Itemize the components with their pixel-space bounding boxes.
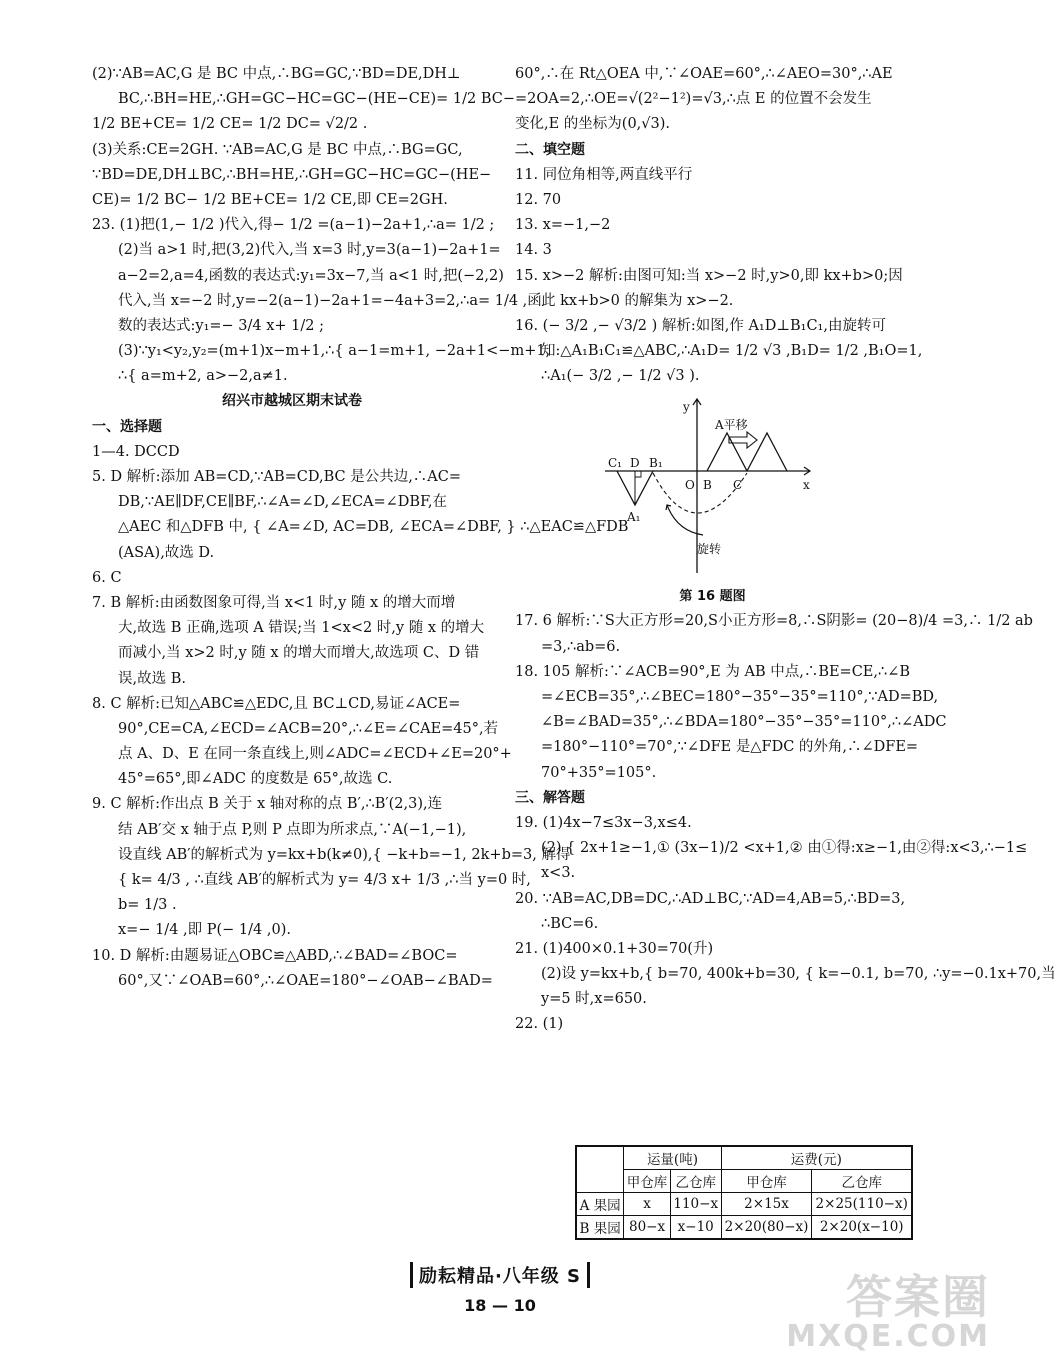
table-cell: x: [624, 1193, 671, 1216]
text-line: 60°,∴在 Rt△OEA 中,∵∠OAE=60°,∴∠AEO=30°,∴AE: [515, 66, 893, 82]
text-line: 7. B 解析:由函数图象可得,当 x<1 时,y 随 x 的增大而增: [92, 594, 456, 611]
text-line: 20. ∵AB=AC,DB=DC,∴AD⊥BC,∵AD=4,AB=5,∴BD=3,: [515, 890, 906, 907]
text-line: 23. (1)把(1,− 1/2 )代入,得− 1/2 =(a−1)−2a+1,∴a= 1/2 ;: [92, 217, 495, 234]
section-heading: 三、解答题: [515, 789, 585, 806]
text-line: ∴A₁(− 3/2 ,− 1/2 √3 ).: [541, 368, 700, 385]
table-cell: 80−x: [624, 1216, 671, 1240]
table-header-cell: 运量(吨): [624, 1146, 721, 1170]
table-cell: B 果园: [576, 1216, 624, 1240]
text-line: 知:△A₁B₁C₁≌△ABC,∴A₁D= 1/2 √3 ,B₁D= 1/2 ,B₁O=1,: [541, 343, 923, 360]
right-column: [515, 62, 1056, 1038]
text-line: ∠B=∠BAD=35°,∴∠BDA=180°−35°−35°=110°,∴∠ADC: [541, 714, 947, 731]
text-line: 16. (− 3/2 ,− √3/2 ) 解析:如图,作 A₁D⊥B₁C₁,由旋转可: [515, 317, 886, 334]
text-line: b= 1/3 .: [118, 897, 177, 914]
brand-label: 励耘精品·八年级 S: [410, 1262, 590, 1288]
table-cell: A 果园: [576, 1193, 624, 1216]
label-o: O: [685, 478, 695, 493]
table-header-cell: 运费(元): [721, 1146, 912, 1170]
section-heading: 二、填空题: [515, 141, 585, 158]
page-number: 18 — 10: [464, 1296, 536, 1315]
label-a1: A₁: [627, 510, 641, 525]
table-corner-cell: [576, 1146, 624, 1193]
text-line: DB,∵AE∥DF,CE∥BF,∴∠A=∠D,∠ECA=∠DBF,在: [118, 494, 448, 511]
text-line: 结 AB′交 x 轴于点 P,则 P 点即为所求点,∵A(−1,−1),: [118, 821, 467, 838]
text-line: { k= 4/3 , ∴直线 AB′的解析式为 y= 4/3 x+ 1/3 ,∴当 y=0 时,: [118, 872, 531, 888]
text-line: y=5 时,x=650.: [541, 991, 647, 1008]
label-rotate: 旋转: [697, 542, 722, 557]
triangle-abc: [707, 433, 747, 471]
text-line: =2OA=2,∴OE=√(2²−1²)=√3,∴点 E 的位置不会发生: [515, 91, 872, 108]
text-line: (3)∵y₁<y₂,y₂=(m+1)x−m+1,∴{ a−1=m+1, −2a+1<−m+1,: [118, 343, 551, 360]
label-d: D: [630, 456, 640, 471]
text-line: x<3.: [541, 865, 576, 882]
label-b: B: [703, 478, 712, 493]
table-header-cell: 乙仓库: [812, 1170, 912, 1193]
figure-16: [515, 393, 910, 583]
text-line: BC,∴BH=HE,∴GH=GC−HC=GC−(HE−CE)= 1/2 BC−: [118, 91, 516, 108]
text-line: =∠ECB=35°,∴∠BEC=180°−35°−35°=110°,∵AD=BD,: [541, 689, 939, 705]
right-angle-mark: [635, 471, 641, 477]
text-line: 45°=65°,即∠ADC 的度数是 65°,故选 C.: [118, 771, 393, 788]
text-line: 大,故选 B 正确,选项 A 错误;当 1<x<2 时,y 随 x 的增大: [118, 620, 485, 637]
text-line: 15. x>−2 解析:由图可知:当 x>−2 时,y>0,即 kx+b>0;因: [515, 267, 903, 284]
text-line: ∵BD=DE,DH⊥BC,∴BH=HE,∴GH=GC−HC=GC−(HE−: [92, 166, 492, 183]
text-line: 误,故选 B.: [118, 670, 186, 687]
figure-svg: [605, 393, 820, 583]
label-c1: C₁: [608, 456, 622, 471]
text-line: 6. C: [92, 569, 122, 586]
freight-table: [575, 1145, 913, 1240]
table-header-row: [576, 1146, 912, 1170]
triangle-translated: [747, 433, 787, 471]
text-line: (3)关系:CE=2GH. ∵AB=AC,G 是 BC 中点,∴BG=GC,: [92, 141, 463, 158]
text-line: 60°,又∵∠OAB=60°,∴∠OAE=180°−∠OAB−∠BAD=: [118, 972, 493, 989]
text-line: 1/2 BE+CE= 1/2 CE= 1/2 DC= √2/2 .: [92, 116, 368, 133]
text-line: 9. C 解析:作出点 B 关于 x 轴对称的点 B′,∴B′(2,3),连: [92, 796, 443, 813]
text-line: 而减小,当 x>2 时,y 随 x 的增大而增大,故选项 C、D 错: [118, 645, 480, 662]
text-line: 19. (1)4x−7≤3x−3,x≤4.: [515, 814, 692, 831]
text-line: (2)∵AB=AC,G 是 BC 中点,∴BG=GC,∵BD=DE,DH⊥: [92, 66, 461, 82]
text-line: 21. (1)400×0.1+30=70(升): [515, 940, 714, 957]
watermark: [786, 1270, 990, 1354]
text-line: 5. D 解析:添加 AB=CD,∵AB=CD,BC 是公共边,∴AC=: [92, 469, 462, 485]
text-line: =180°−110°=70°,∵∠DFE 是△FDC 的外角,∴∠DFE=: [541, 739, 919, 756]
text-line: 17. 6 解析:∵S大正方形=20,S小正方形=8,∴S阴影= (20−8)/4 =3,∴ 1/2 ab: [515, 613, 1033, 630]
table-cell: 2×25(110−x): [812, 1193, 912, 1216]
text-line: 22. (1): [515, 1016, 564, 1033]
table-row: [576, 1216, 912, 1240]
text-line: x=− 1/4 ,即 P(− 1/4 ,0).: [118, 922, 291, 939]
text-line: 点 A、D、E 在同一条直线上,则∠ADC=∠ECD+∠E=20°+: [118, 746, 512, 763]
label-c: C: [733, 478, 743, 493]
text-line: 变化,E 的坐标为(0,√3).: [515, 116, 671, 133]
text-line: 1—4. DCCD: [92, 443, 180, 460]
text-line: (2)当 a>1 时,把(3,2)代入,当 x=3 时,y=3(a−1)−2a+1=: [118, 242, 501, 259]
label-translate: A平移: [715, 418, 748, 433]
label-y: y: [683, 400, 690, 415]
table-cell: 2×20(x−10): [812, 1216, 912, 1240]
watermark-url: MXQE.COM: [786, 1319, 990, 1354]
table-header-row: [576, 1170, 912, 1193]
table-row: [576, 1193, 912, 1216]
text-line: CE)= 1/2 BC− 1/2 BE+CE= 1/2 CE,即 CE=2GH.: [92, 191, 448, 208]
text-line: 12. 70: [515, 191, 562, 208]
text-line: 8. C 解析:已知△ABC≌△EDC,且 BC⊥CD,易证∠ACE=: [92, 695, 461, 712]
watermark-title: 答案圈: [846, 1270, 990, 1324]
table-cell: 2×15x: [721, 1193, 812, 1216]
text-line: (ASA),故选 D.: [118, 544, 215, 561]
table-header-cell: 甲仓库: [624, 1170, 671, 1193]
text-line: 代入,当 x=−2 时,y=−2(a−1)−2a+1=−4a+3=2,∴a= 1/4 ,函: [118, 292, 542, 309]
text-line: ∴BC=6.: [541, 915, 599, 932]
text-line: 13. x=−1,−2: [515, 217, 611, 234]
text-line: 数的表达式:y₁=− 3/4 x+ 1/2 ;: [118, 317, 325, 334]
text-line: 18. 105 解析:∵∠ACB=90°,E 为 AB 中点,∴BE=CE,∴∠B: [515, 663, 911, 680]
text-line: 设直线 AB′的解析式为 y=kx+b(k≠0),{ −k+b=−1, 2k+b=3, 解得: [118, 846, 571, 863]
section-heading: 一、选择题: [92, 418, 162, 435]
text-line: 70°+35°=105°.: [541, 764, 657, 781]
table-cell: 110−x: [670, 1193, 721, 1216]
table-cell: x−10: [670, 1216, 721, 1240]
text-line: 11. 同位角相等,两直线平行: [515, 166, 693, 183]
table-header-cell: 甲仓库: [721, 1170, 812, 1193]
text-line: (2) { 2x+1≥−1,① (3x−1)/2 <x+1,② 由①得:x≥−1,由②得:x<3,∴−1≤: [541, 840, 1028, 857]
label-b1: B₁: [649, 456, 663, 471]
figure-caption: 第 16 题图: [679, 589, 746, 605]
text-line: △AEC 和△DFB 中, { ∠A=∠D, AC=DB, ∠ECA=∠DBF, } ∴△EAC≌△FDB: [118, 519, 629, 536]
section-title: 绍兴市越城区期末试卷: [222, 393, 362, 410]
table-cell: 2×20(80−x): [721, 1216, 812, 1240]
text-line: 此 kx+b>0 的解集为 x>−2.: [541, 292, 734, 309]
text-line: 10. D 解析:由题易证△OBC≌△ABD,∴∠BAD=∠BOC=: [92, 947, 458, 964]
text-line: 90°,CE=CA,∠ECD=∠ACB=20°,∴∠E=∠CAE=45°,若: [118, 720, 499, 737]
text-line: 14. 3: [515, 242, 552, 259]
text-line: =3,∴ab=6.: [541, 638, 621, 655]
text-line: (2)设 y=kx+b,{ b=70, 400k+b=30, { k=−0.1, b=70, ∴y=−0.1x+70,当: [541, 966, 1056, 983]
text-line: ∴{ a=m+2, a>−2,a≠1.: [118, 368, 288, 385]
label-x: x: [803, 478, 810, 493]
text-line: a−2=2,a=4,函数的表达式:y₁=3x−7,当 a<1 时,把(−2,2): [118, 267, 504, 284]
table-header-cell: 乙仓库: [670, 1170, 721, 1193]
